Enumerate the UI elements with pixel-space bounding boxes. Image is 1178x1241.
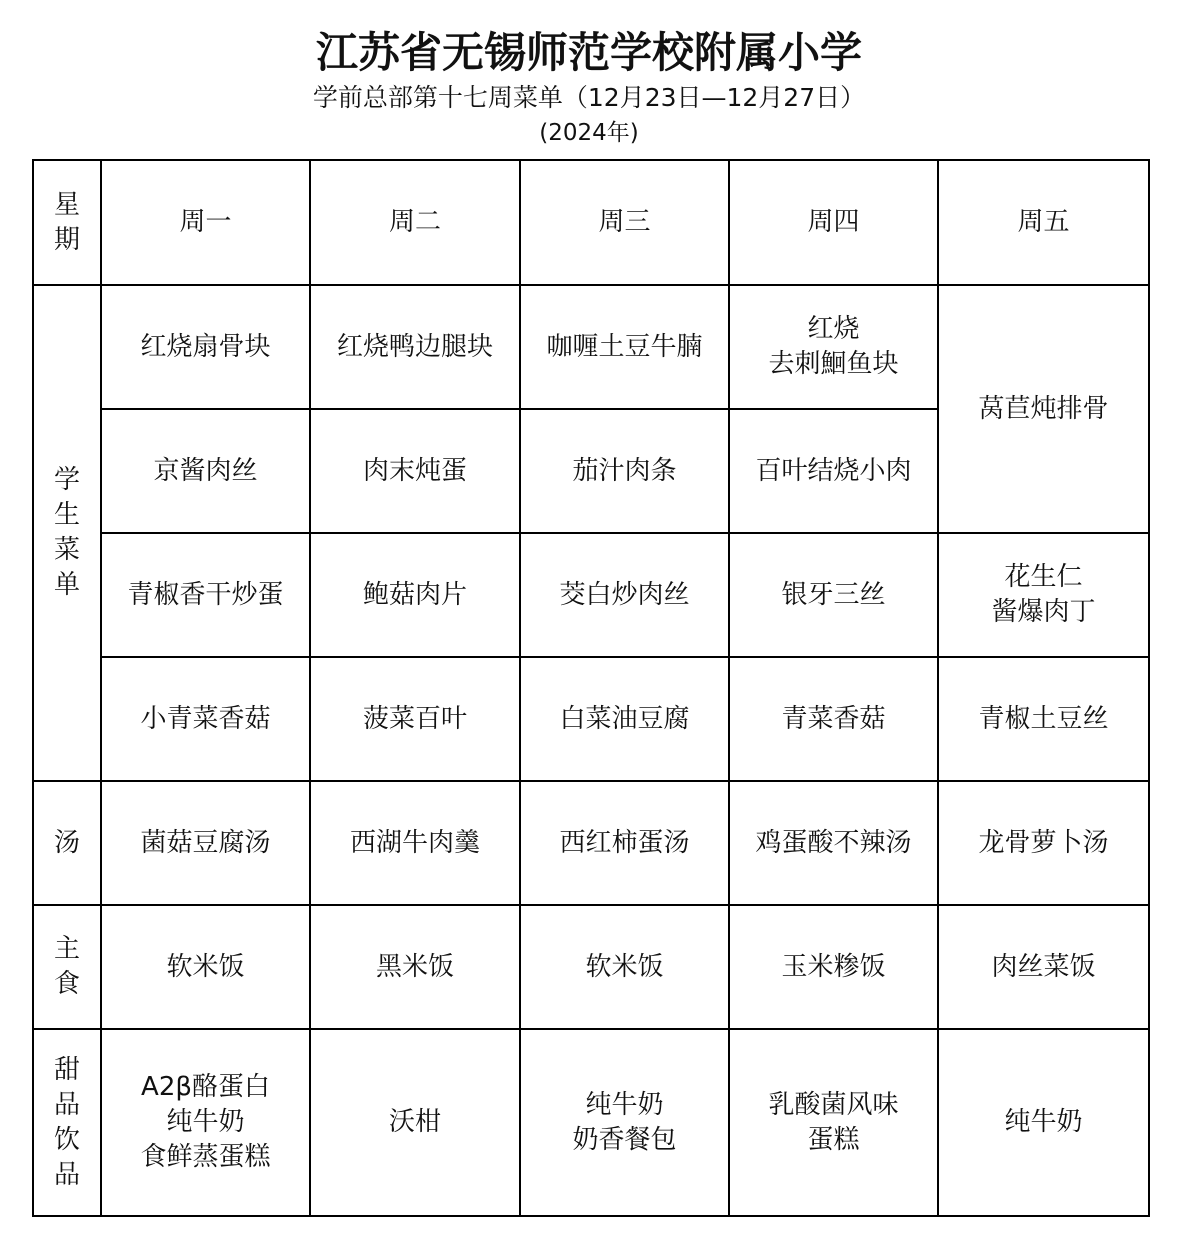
day-header-thu: 周四 xyxy=(729,160,938,285)
student-menu-label: 学生菜单 xyxy=(33,285,101,781)
student-row-3 xyxy=(33,533,1149,657)
page-title: 江苏省无锡师范学校附属小学 xyxy=(315,28,862,77)
weekday-corner-label: 星期 xyxy=(33,160,101,285)
menu-cell: 白菜油豆腐 xyxy=(520,657,729,781)
menu-cell: 菠菜百叶 xyxy=(310,657,520,781)
menu-cell: 京酱肉丝 xyxy=(101,409,310,533)
menu-cell: 肉末炖蛋 xyxy=(310,409,520,533)
menu-cell: 软米饭 xyxy=(101,905,310,1029)
menu-cell: 鸡蛋酸不辣汤 xyxy=(729,781,938,905)
menu-cell: 茄汁肉条 xyxy=(520,409,729,533)
student-row-1 xyxy=(33,285,1149,409)
dessert-label: 甜品饮品 xyxy=(33,1029,101,1216)
menu-cell: 青菜香菇 xyxy=(729,657,938,781)
menu-cell: 玉米糁饭 xyxy=(729,905,938,1029)
page-subtitle: 学前总部第十七周菜单（12月23日—12月27日） xyxy=(312,83,866,112)
menu-cell: 鲍菇肉片 xyxy=(310,533,520,657)
menu-cell: 西湖牛肉羹 xyxy=(310,781,520,905)
menu-cell: 西红柿蛋汤 xyxy=(520,781,729,905)
staple-row xyxy=(33,905,1149,1029)
menu-cell-merged: 莴苣炖排骨 xyxy=(938,285,1149,533)
menu-cell: 花生仁 酱爆肉丁 xyxy=(938,533,1149,657)
staple-label: 主食 xyxy=(33,905,101,1029)
menu-cell: 沃柑 xyxy=(310,1029,520,1216)
menu-table xyxy=(32,159,1150,1217)
menu-cell: 茭白炒肉丝 xyxy=(520,533,729,657)
menu-cell: 纯牛奶 奶香餐包 xyxy=(520,1029,729,1216)
menu-cell: 肉丝菜饭 xyxy=(938,905,1149,1029)
menu-cell: 咖喱土豆牛腩 xyxy=(520,285,729,409)
menu-cell: 红烧 去刺鮰鱼块 xyxy=(729,285,938,409)
day-header-wed: 周三 xyxy=(520,160,729,285)
menu-cell: 黑米饭 xyxy=(310,905,520,1029)
header-row xyxy=(33,160,1149,285)
menu-cell: 红烧鸭边腿块 xyxy=(310,285,520,409)
menu-cell: 银牙三丝 xyxy=(729,533,938,657)
page-year: (2024年) xyxy=(539,120,639,146)
student-row-4 xyxy=(33,657,1149,781)
menu-cell: 青椒土豆丝 xyxy=(938,657,1149,781)
day-header-mon: 周一 xyxy=(101,160,310,285)
menu-cell: 小青菜香菇 xyxy=(101,657,310,781)
day-header-fri: 周五 xyxy=(938,160,1149,285)
day-header-tue: 周二 xyxy=(310,160,520,285)
soup-label: 汤 xyxy=(33,781,101,905)
menu-cell: 龙骨萝卜汤 xyxy=(938,781,1149,905)
menu-cell: 纯牛奶 xyxy=(938,1029,1149,1216)
dessert-row xyxy=(33,1029,1149,1216)
soup-row xyxy=(33,781,1149,905)
menu-cell: 百叶结烧小肉 xyxy=(729,409,938,533)
menu-cell: A2β酪蛋白 纯牛奶 食鲜蒸蛋糕 xyxy=(101,1029,310,1216)
menu-cell: 菌菇豆腐汤 xyxy=(101,781,310,905)
menu-cell: 红烧扇骨块 xyxy=(101,285,310,409)
menu-cell: 青椒香干炒蛋 xyxy=(101,533,310,657)
menu-cell: 软米饭 xyxy=(520,905,729,1029)
menu-cell: 乳酸菌风味 蛋糕 xyxy=(729,1029,938,1216)
